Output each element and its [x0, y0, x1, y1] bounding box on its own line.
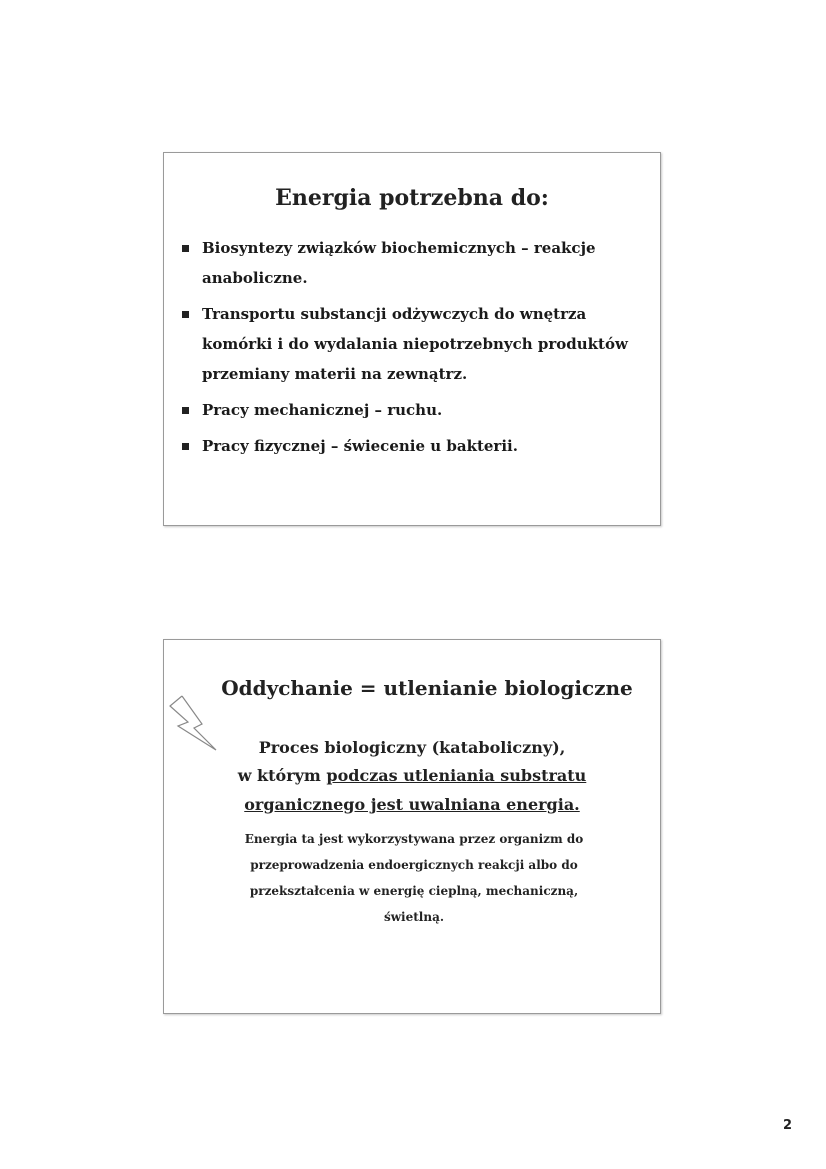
definition-text: w którym	[237, 766, 327, 785]
bullet-item	[182, 233, 650, 293]
bullet-item	[182, 431, 650, 461]
definition-line-3	[164, 795, 660, 814]
bullet-item	[182, 395, 650, 425]
bullet-text: Biosyntezy związków biochemicznych – reakcje anaboliczne.	[202, 239, 596, 287]
underlined-text: podczas utleniania substratu	[326, 766, 587, 785]
square-bullet-icon	[182, 245, 189, 252]
slide-1	[163, 152, 661, 526]
square-bullet-icon	[182, 443, 189, 450]
bullet-text: Pracy fizycznej – świecenie u bakterii.	[202, 437, 518, 455]
slide-2	[163, 639, 661, 1014]
bullet-item	[182, 299, 650, 389]
square-bullet-icon	[182, 407, 189, 414]
underlined-text: organicznego jest uwalniana energia.	[244, 795, 580, 814]
bullet-text: Pracy mechanicznej – ruchu.	[202, 401, 443, 419]
bullet-text: Transportu substancji odżywczych do wnętrza komórki i do wydalania niepotrzebnych produktów przemiany materii na zewnątrz.	[202, 305, 628, 383]
slide-1-title: Energia potrzebna do:	[275, 185, 549, 211]
definition-line-1: Proces biologiczny (kataboliczny),	[258, 738, 566, 757]
definition-line-2	[164, 766, 660, 785]
slide-2-title: Oddychanie = utlenianie biologiczne	[221, 676, 633, 700]
square-bullet-icon	[182, 311, 189, 318]
page-number: 2	[782, 1118, 792, 1133]
energy-usage-paragraph: Energia ta jest wykorzystywana przez organizm do przeprowadzenia endoergicznych reakcji albo do przekształcenia w energię cieplną, mechaniczną, świetlną.	[244, 832, 584, 924]
slide-1-bullet-list	[182, 233, 650, 467]
